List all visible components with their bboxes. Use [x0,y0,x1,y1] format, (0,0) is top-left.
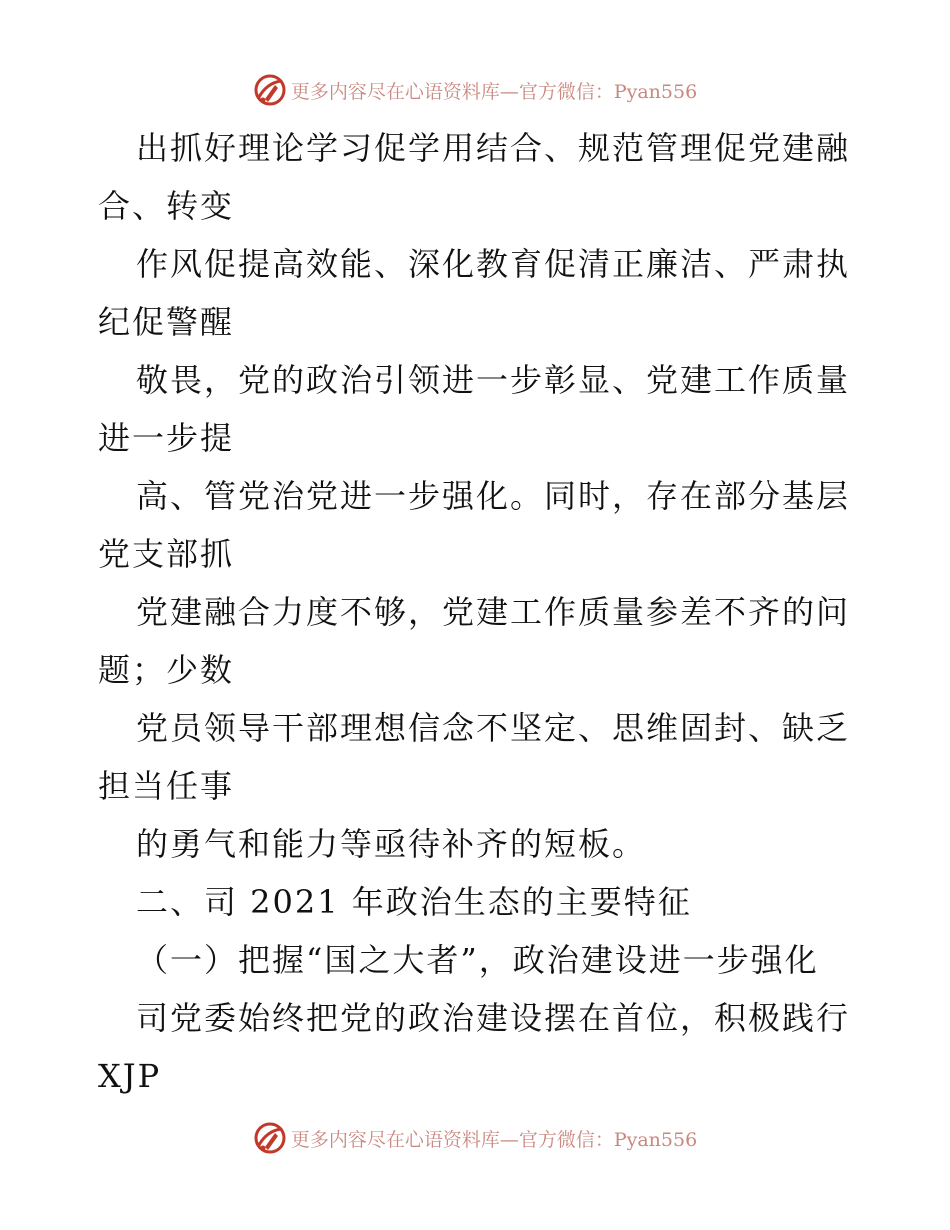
pen-logo-icon [253,1121,287,1155]
footer-banner-text: 更多内容尽在心语资料库—官方微信：Pyan556 [290,1128,698,1151]
body-line-10: 题；少数 [98,651,235,689]
header-banner-text: 更多内容尽在心语资料库—官方微信：Pyan556 [290,80,698,103]
body-line-8: 党支部抓 [98,535,235,573]
body-line-7: 高、管党治党进一步强化。同时，存在部分基层 [136,477,851,515]
body-line-9: 党建融合力度不够，党建工作质量参差不齐的问 [136,593,851,631]
header-banner [0,70,950,110]
section-heading: 二、司 2021 年政治生态的主要特征 [136,883,692,921]
pen-logo-icon [253,73,287,107]
body-line-6: 进一步提 [98,419,235,457]
body-line-13: 的勇气和能力等亟待补齐的短板。 [136,825,647,863]
body-line-2: 合、转变 [98,187,235,225]
body-line-5: 敬畏，党的政治引领进一步彰显、党建工作质量 [136,361,851,399]
body-line-3: 作风促提高效能、深化教育促清正廉洁、严肃执 [136,245,851,283]
body-line-17: XJP [98,1057,162,1095]
body-line-16: 司党委始终把党的政治建设摆在首位，积极践行 [136,999,851,1037]
body-line-4: 纪促警醒 [98,303,235,341]
body-line-11: 党员领导干部理想信念不坚定、思维固封、缺乏 [136,709,851,747]
subsection-heading: （一）把握“国之大者”，政治建设进一步强化 [136,941,819,979]
body-line-12: 担当任事 [98,767,235,805]
body-line-1: 出抓好理论学习促学用结合、规范管理促党建融 [136,129,851,167]
footer-banner [0,1118,950,1158]
